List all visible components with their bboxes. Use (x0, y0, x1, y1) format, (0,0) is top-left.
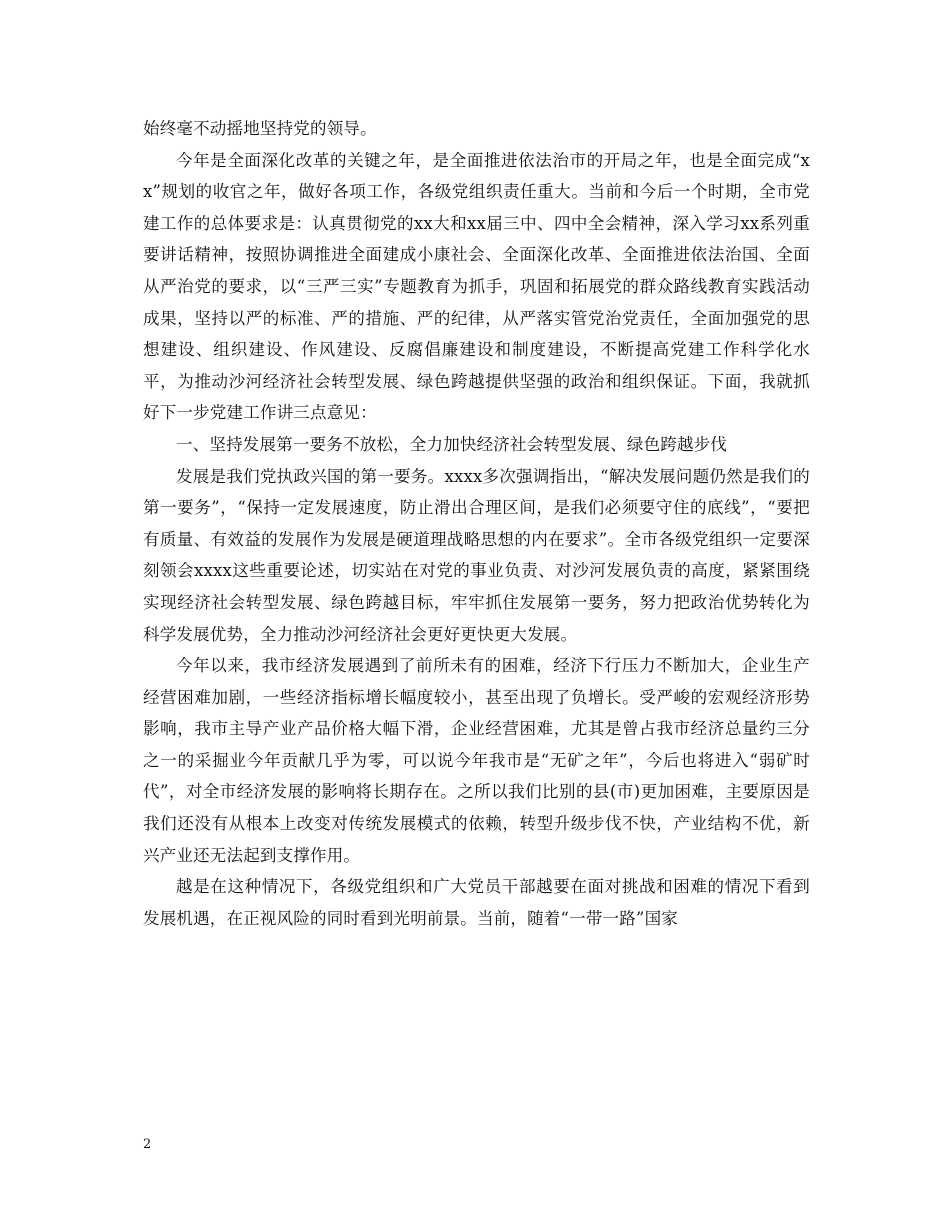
paragraph-development-priority: 发展是我们党执政兴国的第一要务。xxxx多次强调指出，“解决发展问题仍然是我们的第一要务”，“保持一定发展速度，防止滑出合理区间，是我们必须要守住的底线”，“要把有质量、有效益的发展作为发展是硬道理战略思想的内在要求”。全市各级党组织一定要深刻领会xxxx这些重要论述，切实站在对党的事业负责、对沙河发展负责的高度，紧紧围绕实现经济社会转型发展、绿色跨越目标，牢牢抓住发展第一要务，努力把政治优势转化为科学发展优势，全力推动沙河经济社会更好更快更大发展。 (143, 466, 810, 644)
page-number: 2 (143, 1137, 152, 1152)
paragraph-annual-requirements: 今年是全面深化改革的关键之年，是全面推进依法治市的开局之年，也是全面完成“xx”规划的收官之年，做好各项工作，各级党组织责任重大。当前和今后一个时期，全市党建工作的总体要求是：认真贯彻党的xx大和xx届三中、四中全会精神，深入学习xx系列重要讲话精神，按照协调推进全面建成小康社会、全面深化改革、全面推进依法治国、全面从严治党的要求，以“三严三实”专题教育为抓手，巩固和拓展党的群众路线教育实践活动成果，坚持以严的标准、严的措施、严的纪律，从严落实管党治党责任，全面加强党的思想建设、组织建设、作风建设、反腐倡廉建设和制度建设，不断提高党建工作科学化水平，为推动沙河经济社会转型发展、绿色跨越提供坚强的政治和组织保证。下面，我就抓好下一步党建工作讲三点意见： (143, 150, 810, 423)
document-body (143, 113, 810, 934)
paragraph-opportunities: 越是在这种情况下，各级党组织和广大党员干部越要在面对挑战和困难的情况下看到发展机遇，在正视风险的同时看到光明前景。当前，随着“一带一路”国家 (143, 877, 810, 928)
paragraph-continuation: 始终毫不动摇地坚持党的领导。 (143, 119, 377, 138)
paragraph-economic-difficulties: 今年以来，我市经济发展遇到了前所未有的困难，经济下行压力不断加大，企业生产经营困难加剧，一些经济指标增长幅度较小，甚至出现了负增长。受严峻的宏观经济形势影响，我市主导产业产品价格大幅下滑，企业经营困难，尤其是曾占我市经济总量约三分之一的采掘业今年贡献几乎为零，可以说今年我市是“无矿之年”，今后也将进入“弱矿时代”，对全市经济发展的影响将长期存在。之所以我们比别的县(市)更加困难，主要原因是我们还没有从根本上改变对传统发展模式的依赖，转型升级步伐不快，产业结构不优，新兴产业还无法起到支撑作用。 (143, 656, 810, 865)
section-heading-1: 一、坚持发展第一要务不放松，全力加快经济社会转型发展、绿色跨越步伐 (176, 434, 728, 454)
